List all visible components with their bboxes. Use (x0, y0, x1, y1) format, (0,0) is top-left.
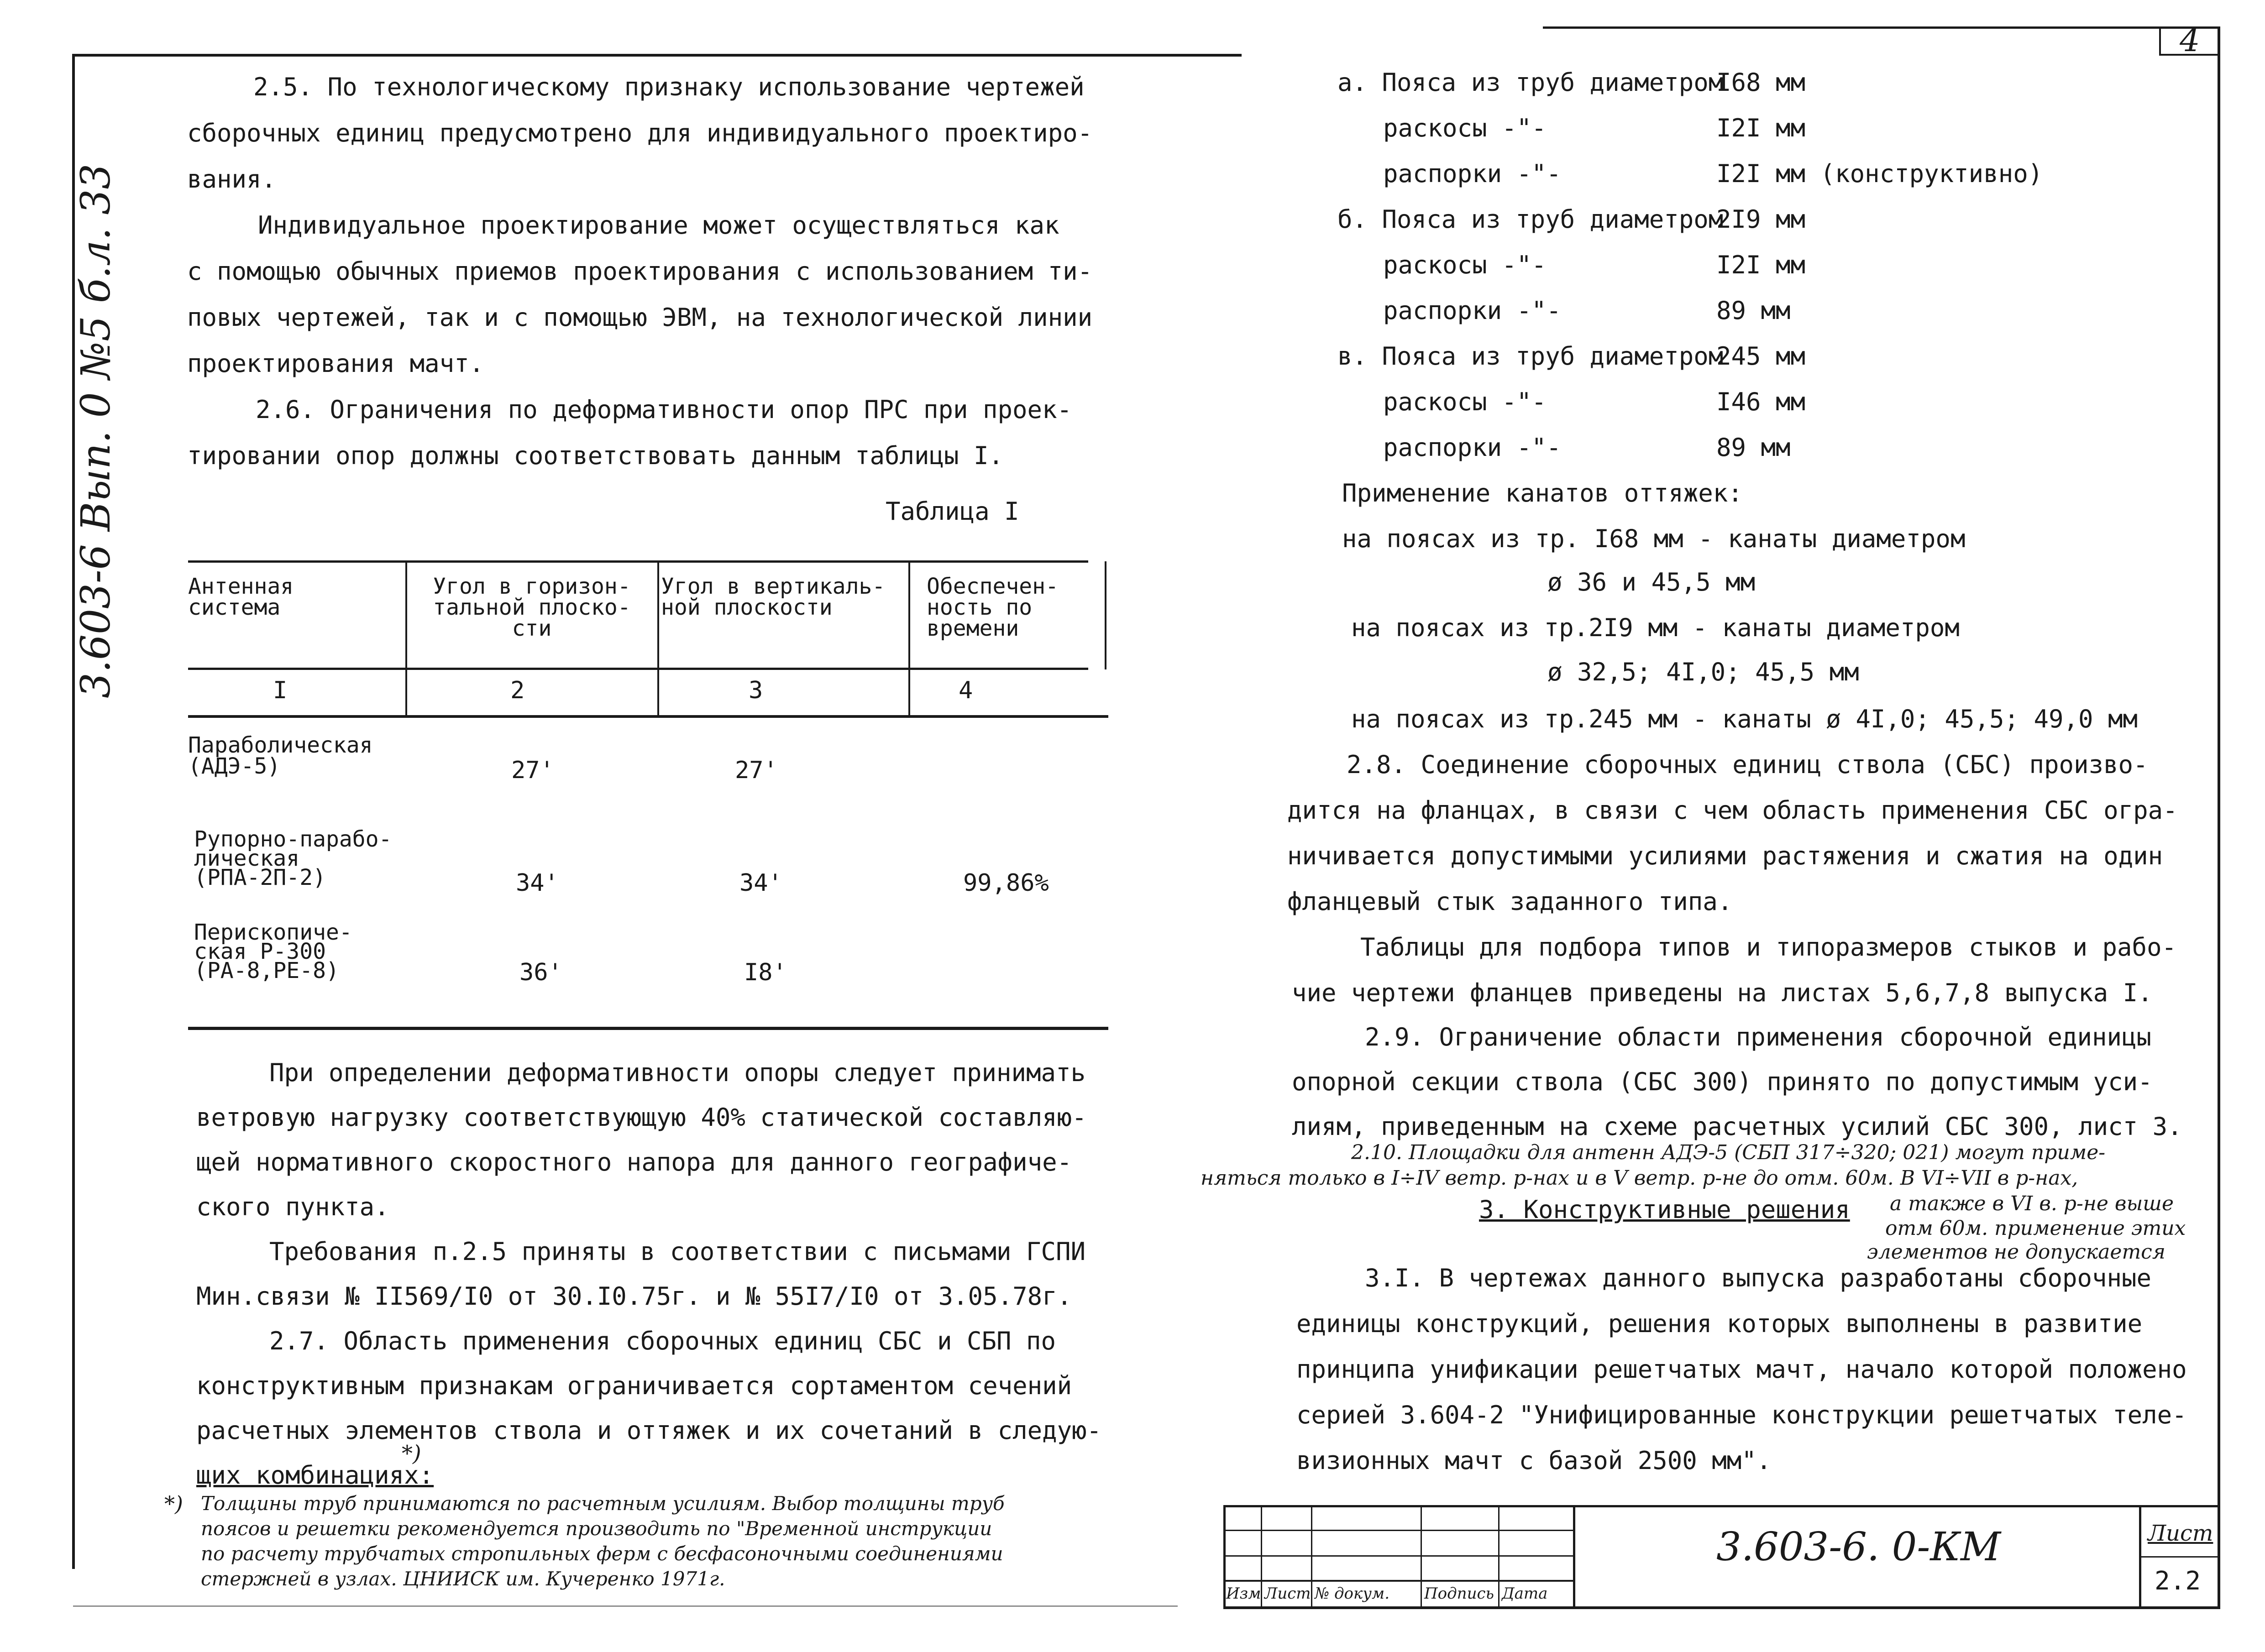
para-2-7-line4: щих комбинациях: (196, 1461, 434, 1490)
combo-b-struts-size: 89 мм (1716, 296, 1791, 325)
para-tables-line2: чие чертежи фланцев приведены на листах 5,6,7,8 выпуска I. (1292, 978, 2153, 1007)
sheet-label: Лист (2148, 1521, 2213, 1546)
combo-v-braces-size: I46 мм (1716, 387, 1806, 416)
para-2-5-line4: Индивидуальное проектирование может осуществляться как (258, 211, 1059, 240)
table-row-2-name: Рупорно-парабо- лическая (РПА-2П-2) (194, 826, 392, 890)
combo-v-braces: раскосы -"- (1383, 387, 1547, 416)
cables-line1: на поясах из тр. I68 мм - канаты диаметром (1342, 524, 1966, 553)
table-row-3-name: Перископиче- ская Р-300 (РА-8,РЕ-8) (194, 920, 352, 983)
stamp-col-sign: Подпись (1424, 1584, 1494, 1603)
combo-b-chords-size: 2I9 мм (1716, 205, 1806, 234)
table-colnum-2: 2 (510, 677, 525, 704)
stamp-sheet-divider (2139, 1556, 2219, 1558)
table-caption: Таблица I (886, 497, 1019, 526)
para-2-7-line2: конструктивным признакам ограничивается сортаментом сечений (196, 1371, 1072, 1400)
table-header-antenna: Антенная система (188, 574, 294, 620)
para-2-6-line2: тировании опор должны соответствовать данным таблицы I. (187, 441, 1004, 470)
para-deform-line3: щей нормативного скоростного напора для данного географиче- (196, 1148, 1072, 1176)
para-deform-line2: ветровую нагрузку соответствующую 40% статической составляю- (196, 1103, 1087, 1132)
footnote-asterisk-mark: *) (402, 1441, 421, 1466)
para-2-5-line7: проектирования мачт. (187, 349, 484, 378)
para-deform-line1: При определении деформативности опоры следует принимать (269, 1058, 1086, 1087)
combo-b-chords: б. Пояса из труб диаметром (1337, 205, 1724, 234)
stamp-v3 (1421, 1506, 1422, 1607)
cables-heading: Применение канатов оттяжек: (1342, 479, 1743, 507)
frame-top-left (73, 54, 1242, 57)
sheet-number: 2.2 (2155, 1566, 2201, 1596)
para-2-8-line4: фланцевый стык заданного типа. (1287, 887, 1733, 916)
combo-a-struts: распорки -"- (1383, 159, 1562, 188)
footnote-line1: Толщины труб принимаются по расчетным усилиям. Выбор толщины труб (201, 1492, 1005, 1515)
handwritten-2-10-line1: 2.10. Площадки для антенн АДЭ-5 (СБП 317÷320; 021) могут приме- (1351, 1141, 2106, 1164)
table-colnum-3: 3 (749, 677, 763, 704)
pagebox-left (2159, 27, 2161, 56)
para-tables-line1: Таблицы для подбора типов и типоразмеров стыков и рабо- (1360, 933, 2177, 962)
handwritten-2-10-line4: отм 60м. применение этих (1885, 1217, 2186, 1240)
handwritten-2-10-line3: а также в VI в. р-не выше (1890, 1192, 2174, 1215)
table-vline-2 (657, 561, 659, 715)
combo-b-braces: раскосы -"- (1383, 251, 1547, 279)
section-3-title: 3. Конструктивные решения (1479, 1195, 1850, 1224)
table-row-1-name: Параболическая (АДЭ-5) (188, 732, 373, 779)
page-number-mark: 4 (2180, 21, 2200, 59)
cables-line4: ø 32,5; 4I,0; 45,5 мм (1547, 658, 1859, 686)
table-colnum-4: 4 (959, 677, 973, 704)
table-row-3-vertical: I8' (744, 959, 787, 986)
stamp-col-izm: Изм (1226, 1584, 1261, 1603)
combo-a-braces: раскосы -"- (1383, 114, 1547, 142)
footnote-line2: поясов и решетки рекомендуется производить по "Временной инструкции (201, 1517, 992, 1540)
para-2-5-line1: 2.5. По технологическому признаку использование чертежей (253, 73, 1085, 101)
document-code: 3.603-6. 0-КМ (1716, 1524, 2001, 1570)
table-top-rule (188, 560, 1088, 563)
handwritten-2-10-line2: няться только в I÷IV ветр. р-нах и в V ветр. р-не до отм. 60м. В VI÷VII в р-нах, (1201, 1166, 2078, 1190)
stamp-row1 (1223, 1530, 1575, 1531)
combo-v-struts: распорки -"- (1383, 433, 1562, 462)
stamp-col-list: Лист (1264, 1584, 1311, 1603)
para-3-1-line5: визионных мачт с базой 2500 мм". (1296, 1446, 1772, 1475)
combo-a-chords-size: I68 мм (1716, 68, 1806, 97)
table-row-2-vertical: 34' (739, 869, 782, 897)
combo-b-braces-size: I2I мм (1716, 251, 1806, 279)
table-header-rule (188, 668, 1088, 670)
stamp-v1 (1261, 1506, 1262, 1607)
stamp-col-doc: № докум. (1315, 1584, 1390, 1603)
table-vline-1 (405, 561, 407, 715)
table-bottom-rule (188, 1027, 1108, 1030)
table-row-3-horizontal: 36' (519, 959, 562, 986)
combo-v-chords: в. Пояса из труб диаметром (1337, 342, 1724, 371)
frame-top-right (1543, 26, 2218, 29)
para-2-6-line1: 2.6. Ограничения по деформативности опор ПРС при проек- (256, 395, 1072, 424)
para-2-7-line1: 2.7. Область применения сборочных единиц СБС и СБП по (269, 1327, 1056, 1355)
stamp-v6 (2139, 1506, 2141, 1607)
table-row-1-horizontal: 27' (511, 757, 554, 784)
stamp-v2 (1311, 1506, 1312, 1607)
para-2-7-line3: расчетных элементов ствола и оттяжек и их сочетаний в следую- (196, 1416, 1102, 1445)
stamp-v0 (1223, 1506, 1226, 1607)
para-2-8-line1: 2.8. Соединение сборочных единиц ствола (СБС) произво- (1347, 750, 2148, 779)
combo-a-chords: а. Пояса из труб диаметром (1337, 68, 1724, 97)
table-row-1-vertical: 27' (735, 757, 778, 784)
combo-v-struts-size: 89 мм (1716, 433, 1791, 462)
combo-a-braces-size: I2I мм (1716, 114, 1806, 142)
table-number-rule (188, 715, 1108, 718)
para-requirements-line2: Мин.связи № II569/I0 от 30.I0.75г. и № 55I7/I0 от 3.05.78г. (196, 1282, 1072, 1311)
para-2-5-line2: сборочных единиц предусмотрено для индивидуального проектиро- (187, 119, 1093, 147)
stamp-v5 (1573, 1506, 1575, 1607)
para-2-5-line3: вания. (187, 165, 277, 193)
table-row-2-horizontal: 34' (516, 869, 559, 897)
cables-line2: ø 36 и 45,5 мм (1547, 568, 1756, 596)
para-2-9-line1: 2.9. Ограничение области применения сборочной единицы (1365, 1023, 2152, 1051)
frame-bottom (1223, 1606, 2220, 1609)
para-2-9-line2: опорной секции ствола (СБС 300) принято по допустимым уси- (1292, 1067, 2153, 1096)
para-deform-line4: ского пункта. (196, 1192, 389, 1221)
stamp-top (1223, 1505, 2220, 1507)
table-header-horizontal: Угол в горизон- тальной плоско- сти (433, 574, 631, 641)
stamp-row2 (1223, 1555, 1575, 1557)
table-vline-4 (1105, 561, 1106, 669)
frame-right (2218, 26, 2220, 1608)
para-2-8-line3: ничивается допустимыми усилиями растяжения и сжатия на один (1287, 842, 2163, 870)
combo-a-struts-size: I2I мм (конструктивно) (1716, 159, 2043, 188)
margin-note: 3.603-6 Вып. 0 №5 б.л. 33 (72, 163, 119, 698)
footnote-marker: *) (164, 1491, 183, 1516)
stamp-v4 (1498, 1506, 1500, 1607)
para-2-8-line2: дится на фланцах, в связи с чем область применения СБС огра- (1287, 796, 2178, 825)
table-header-vertical: Угол в вертикаль- ной плоскости (661, 574, 886, 620)
footnote-line3: по расчету трубчатых стропильных ферм с бесфасоночными соединениями (201, 1542, 1003, 1565)
stamp-col-date: Дата (1502, 1584, 1548, 1603)
para-2-9-line3: лиям, приведенным на схеме расчетных усилий СБС 300, лист 3. (1292, 1112, 2182, 1141)
para-3-1-line3: принципа унификации решетчатых мачт, начало которой положено (1296, 1355, 2187, 1384)
table-colnum-1: I (273, 677, 288, 704)
table-vline-3 (908, 561, 910, 715)
cables-line5: на поясах из тр.245 мм - канаты ø 4I,0; 45,5; 49,0 мм (1351, 705, 2138, 733)
para-3-1-line2: единицы конструкций, решения которых выполнены в развитие (1296, 1309, 2143, 1338)
table-header-probability: Обеспечен- ность по времени (927, 574, 1059, 641)
cables-line3: на поясах из тр.2I9 мм - канаты диаметром (1351, 613, 1960, 642)
handwritten-2-10-line5: элементов не допускается (1867, 1240, 2165, 1264)
para-2-5-line5: с помощью обычных приемов проектирования с использованием ти- (187, 257, 1093, 286)
para-requirements-line1: Требования п.2.5 приняты в соответствии с письмами ГСПИ (269, 1237, 1086, 1266)
para-2-5-line6: повых чертежей, так и с помощью ЭВМ, на технологической линии (187, 303, 1093, 332)
frame-bottom-left (73, 1605, 1178, 1607)
table-row-2-probability: 99,86% (963, 869, 1049, 897)
para-3-1-line4: серией 3.604-2 "Унифицированные конструкции решетчатых теле- (1296, 1401, 2187, 1429)
footnote-line4: стержней в узлах. ЦНИИСК им. Кучеренко 1971г. (201, 1568, 725, 1590)
stamp-row3 (1223, 1580, 1575, 1582)
combo-b-struts: распорки -"- (1383, 296, 1562, 325)
para-3-1-line1: 3.I. В чертежах данного выпуска разработаны сборочные (1365, 1264, 2152, 1292)
combo-v-chords-size: 245 мм (1716, 342, 1806, 371)
